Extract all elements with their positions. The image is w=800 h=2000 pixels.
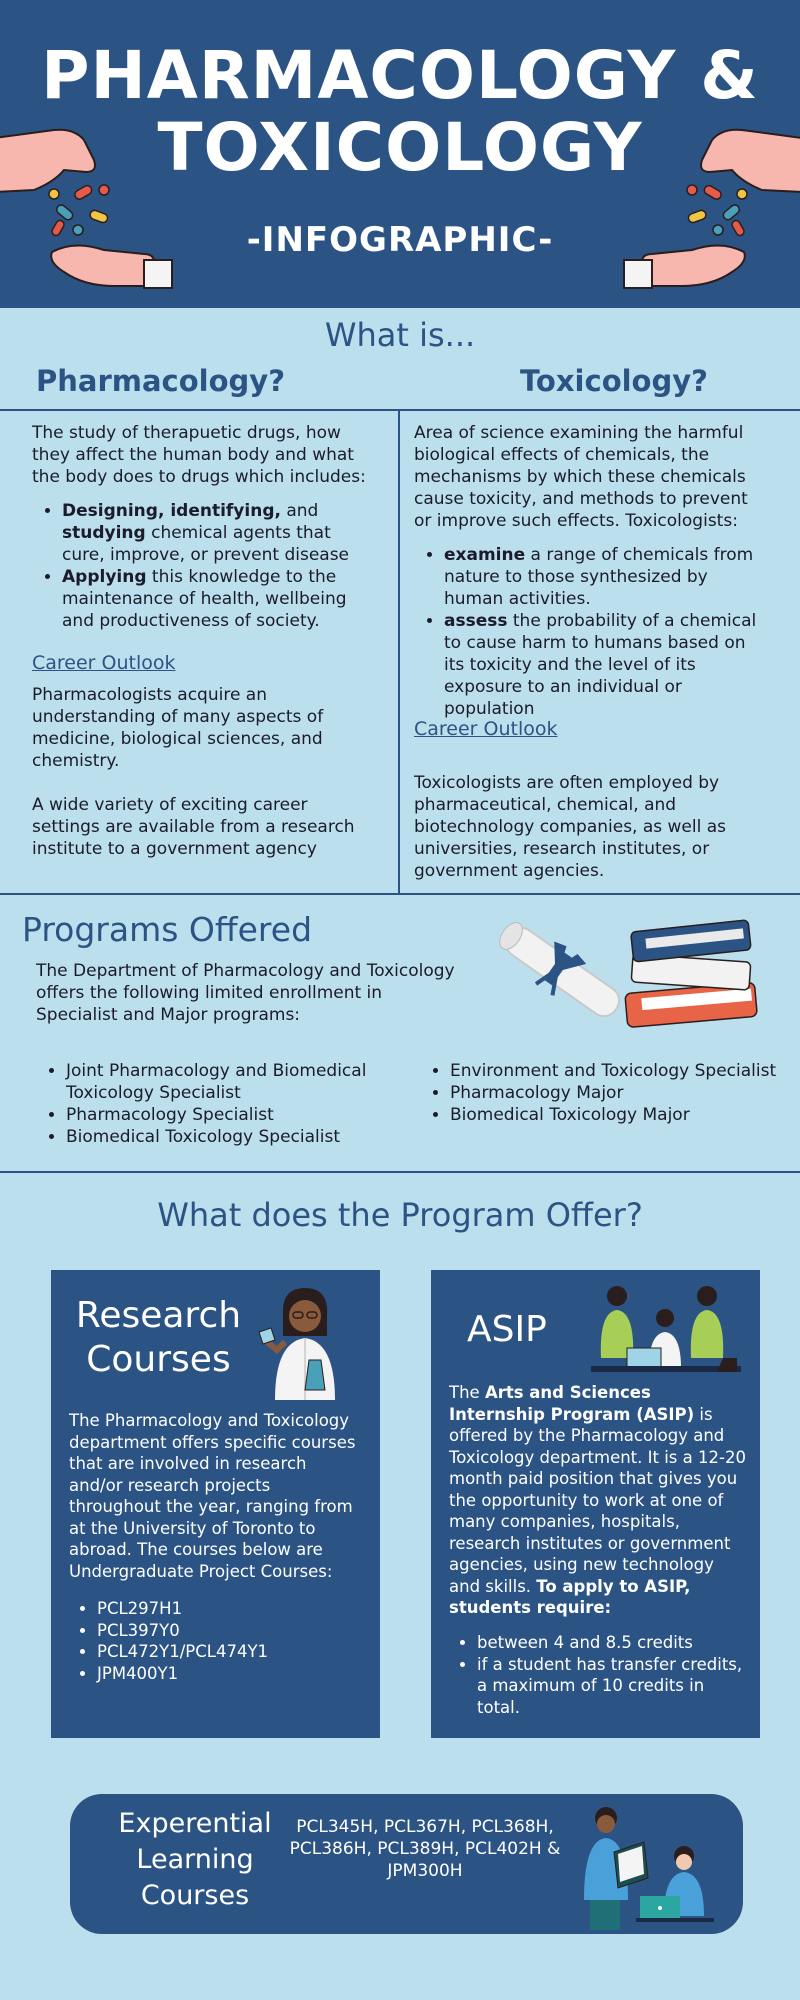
list-item: • PCL297H1 — [97, 1598, 364, 1620]
toxicology-career-text: Toxicologists are often employed by pharmaceutical, chemical, and biotechnology companies, as well as universities, research institutes, or government agencies. — [414, 773, 727, 881]
column-divider — [398, 410, 400, 893]
research-title-line-2: Courses — [86, 1339, 231, 1380]
list-item: • Biomedical Toxicology Major — [450, 1104, 780, 1126]
pharmacology-career-text: Pharmacologists acquire an understanding of many aspects of medicine, biological sciences, and chemistry. — [32, 685, 324, 771]
people-reading-icon — [560, 1800, 730, 1932]
divider — [0, 409, 800, 411]
programs-intro: The Department of Pharmacology and Toxicology offers the following limited enrollment in Specialist and Major programs: — [36, 961, 455, 1025]
book-stack-icon — [620, 918, 766, 1040]
programs-heading: Programs Offered — [22, 910, 313, 949]
programs-list-left — [36, 1048, 416, 1148]
pharmacology-career-text-2: A wide variety of exciting career settings are available from a research institute to a government agency — [32, 795, 355, 859]
pharmacology-list — [32, 500, 377, 632]
title-line-2: TOXICOLOGY — [157, 109, 643, 186]
list-item: • assess the probability of a chemical to cause harm to humans based on its toxicity and the level of its exposure to an individual or population — [444, 610, 766, 720]
asip-requirements-list — [449, 1622, 749, 1718]
pharmacology-heading: Pharmacology? — [36, 364, 286, 398]
pharmacology-description — [32, 422, 377, 632]
research-courses-card — [51, 1270, 380, 1738]
research-card-title — [51, 1294, 266, 1382]
research-card-text: The Pharmacology and Toxicology department offers specific courses that are involved in research and/or research projects throughout the year, ranging from at the University of Toronto to abroad. The courses below are Undergraduate Project Courses: — [69, 1411, 356, 1581]
list-item: • JPM400Y1 — [97, 1663, 364, 1685]
experiential-title-line-1: Experential — [118, 1808, 272, 1839]
divider — [0, 893, 800, 895]
list-item: • Joint Pharmacology and Biomedical Toxicology Specialist — [66, 1060, 416, 1104]
list-item: • PCL472Y1/PCL474Y1 — [97, 1641, 364, 1663]
list-item: • Pharmacology Specialist — [66, 1104, 416, 1126]
asip-card-title: ASIP — [467, 1309, 547, 1350]
title-line-1: PHARMACOLOGY & — [41, 37, 759, 114]
experiential-learning-title — [100, 1806, 290, 1914]
list-item: • Pharmacology Major — [450, 1082, 780, 1104]
page-title — [0, 37, 800, 186]
toxicology-heading: Toxicology? — [520, 364, 708, 398]
experiential-course-list: PCL345H, PCL367H, PCL368H, PCL386H, PCL389H, PCL402H & JPM300H — [289, 1817, 561, 1881]
toxicology-description — [414, 422, 766, 720]
list-item: • between 4 and 8.5 credits — [477, 1632, 749, 1654]
asip-card-text: The Arts and Sciences Internship Program (ASIP) is offered by the Pharmacology and Toxicology department. It is a 12-20 month paid position that gives you the opportunity to work at one of many companies, hospitals, research institutes or government agencies, using new technology and skills. To apply to ASIP, students require: — [449, 1383, 746, 1617]
pharmacology-intro: The study of therapuetic drugs, how they affect the human body and what the body does to drugs which includes: — [32, 423, 366, 487]
divider — [0, 1171, 800, 1173]
list-item: • PCL397Y0 — [97, 1620, 364, 1642]
pharmacology-career-heading: Career Outlook — [32, 652, 176, 674]
list-item: • Environment and Toxicology Specialist — [450, 1060, 780, 1082]
research-course-list — [69, 1588, 364, 1684]
scientist-icon — [255, 1280, 355, 1400]
offer-heading: What does the Program Offer? — [157, 1196, 643, 1234]
research-title-line-1: Research — [75, 1295, 242, 1336]
experiential-title-line-2: Learning — [136, 1844, 254, 1875]
toxicology-list — [414, 544, 766, 720]
toxicology-intro: Area of science examining the harmful biological effects of chemicals, the mechanisms by which these chemicals cause toxicity, and methods to prevent or improve such effects. Toxicologists: — [414, 423, 748, 531]
asip-card — [431, 1270, 760, 1738]
list-item: • if a student has transfer credits, a maximum of 10 credits in total. — [477, 1654, 749, 1719]
team-working-icon — [587, 1278, 747, 1378]
experiential-title-line-3: Courses — [140, 1880, 250, 1911]
list-item: • Biomedical Toxicology Specialist — [66, 1126, 416, 1148]
programs-list-right — [420, 1048, 780, 1126]
list-item: • Designing, identifying, and studying chemical agents that cure, improve, or prevent disease — [62, 500, 377, 566]
toxicology-career-heading: Career Outlook — [414, 718, 558, 740]
page-subtitle: -INFOGRAPHIC- — [246, 220, 554, 260]
list-item: • examine a range of chemicals from nature to those synthesized by human activities. — [444, 544, 766, 610]
list-item: • Applying this knowledge to the maintenance of health, wellbeing and productiveness of society. — [62, 566, 377, 632]
whatis-heading: What is... — [324, 316, 476, 354]
